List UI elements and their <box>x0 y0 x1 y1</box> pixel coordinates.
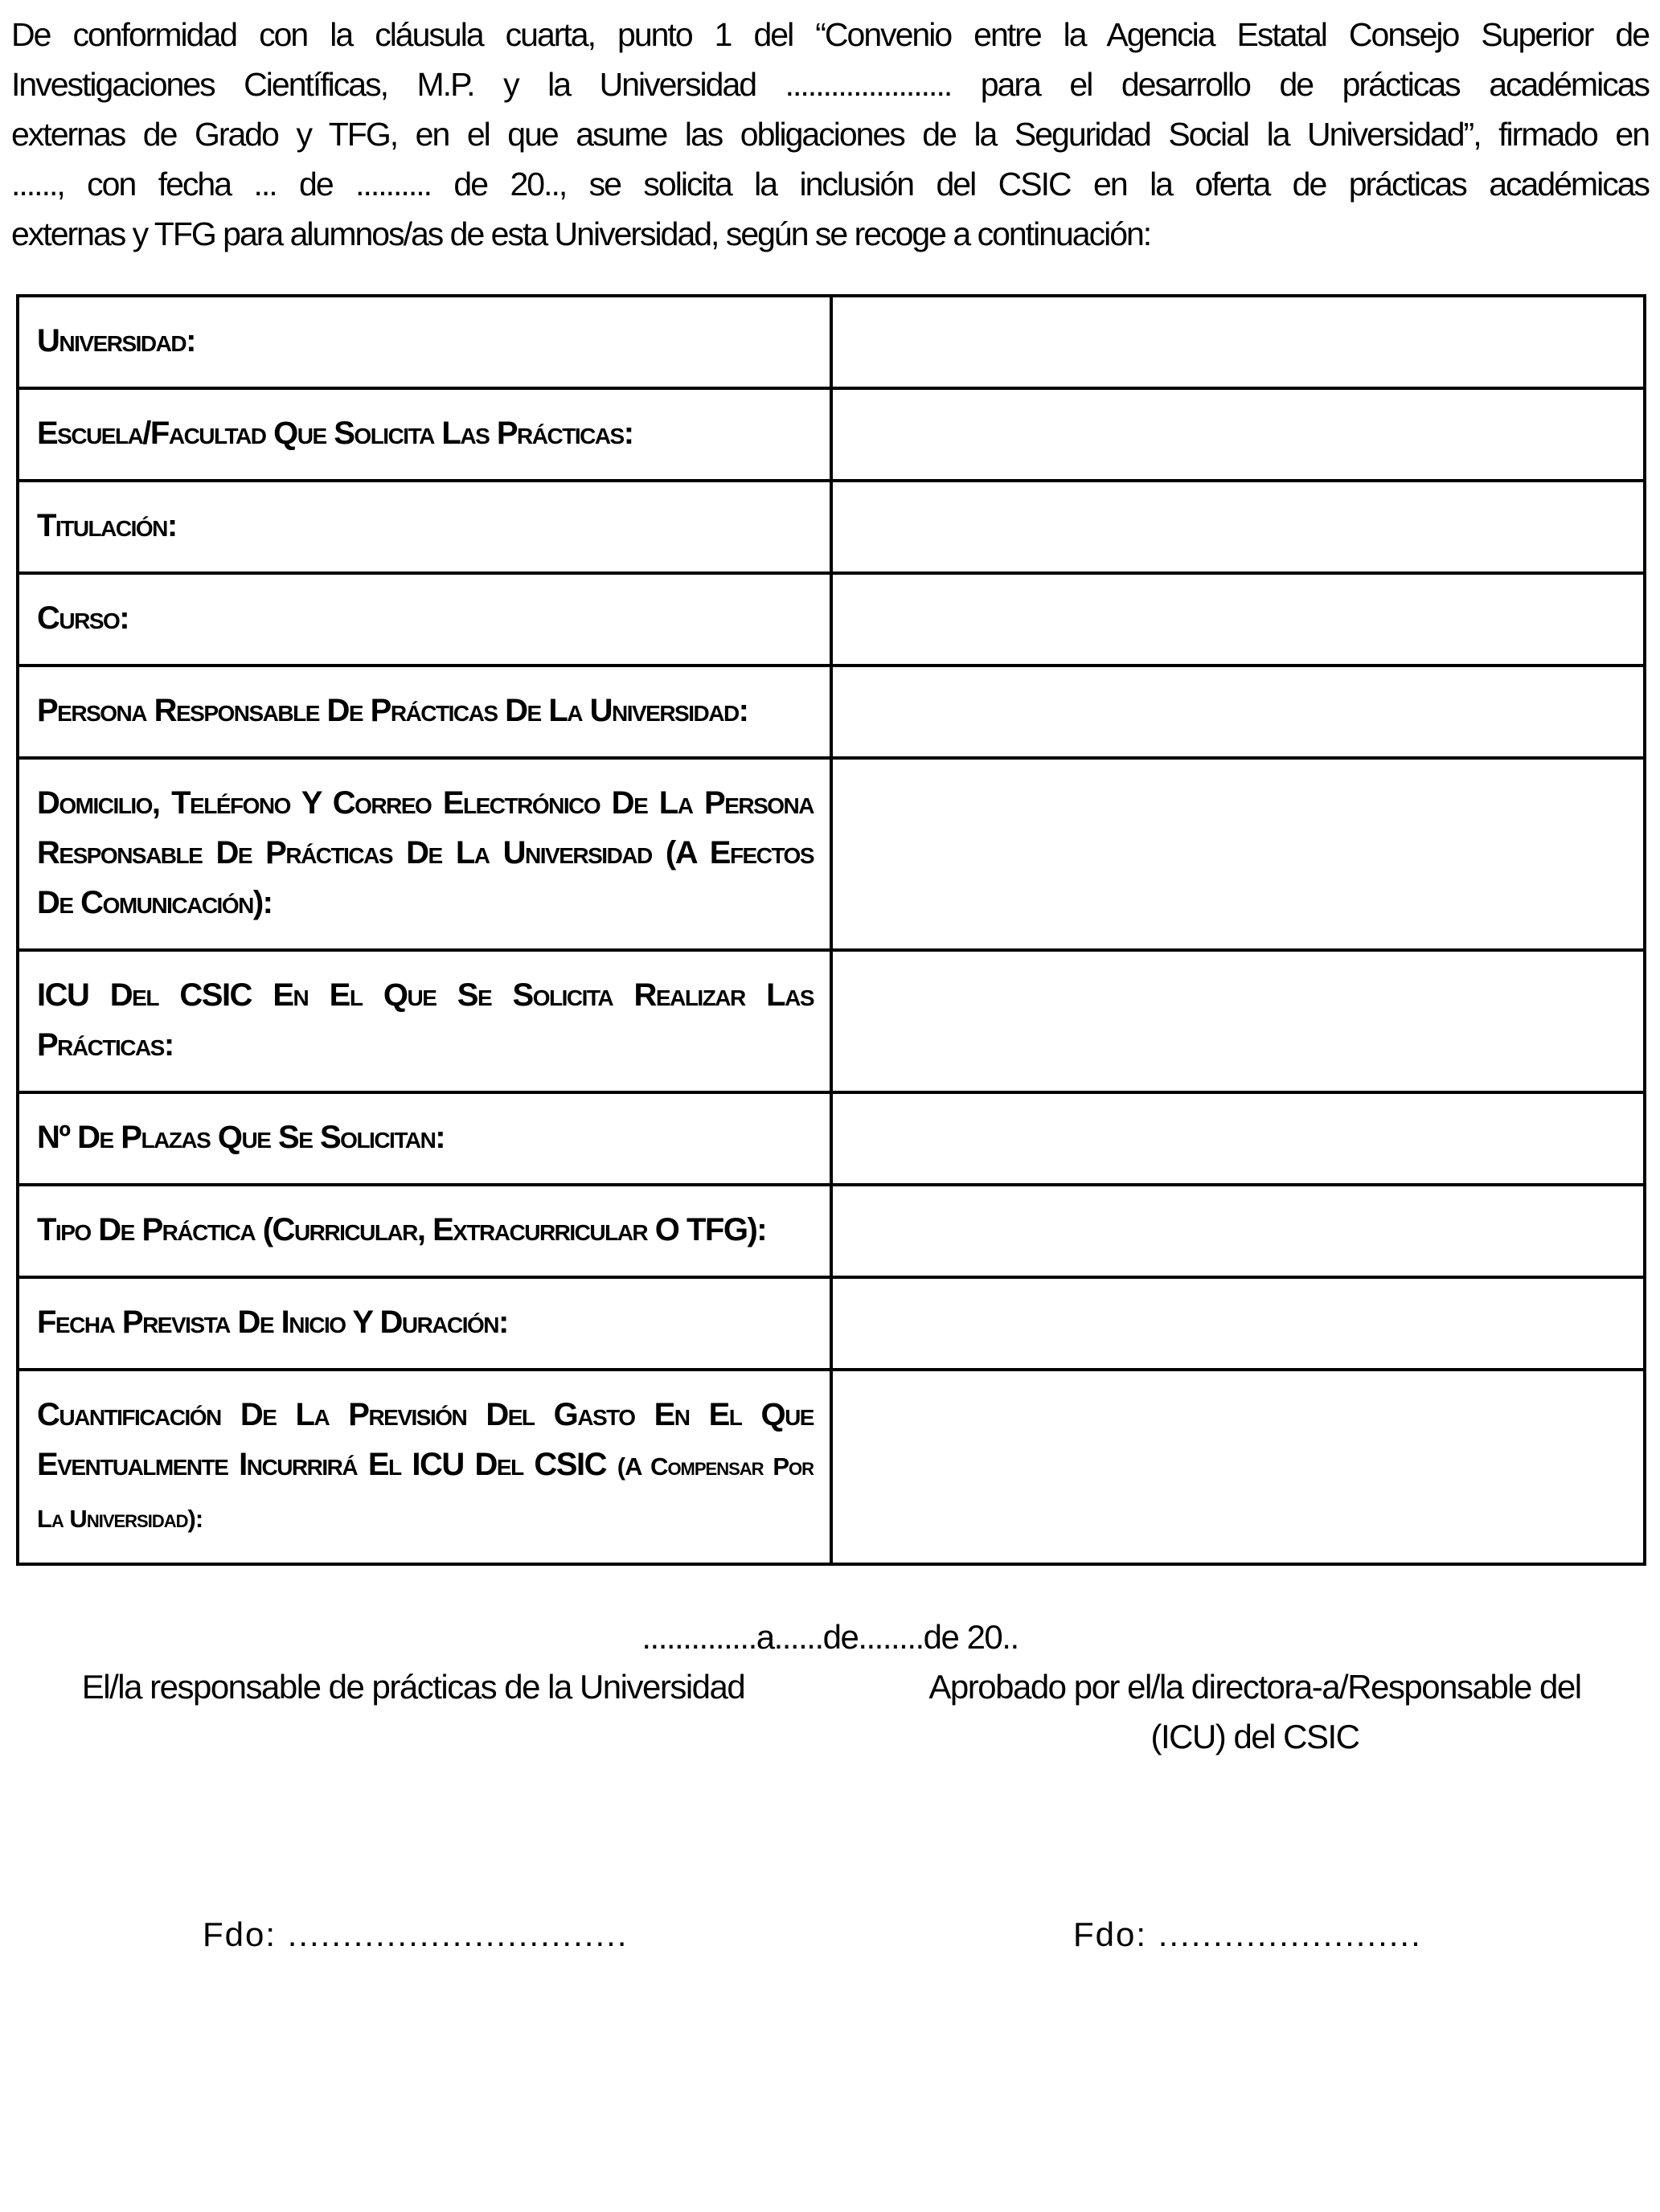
field-label: Domicilio, Teléfono Y Correo Electrónico De La Persona Responsable De Prácticas De La Universidad (A Efectos De Comunicación): <box>37 785 814 920</box>
field-label: ICU Del CSIC En El Que Se Solicita Realizar Las Prácticas: <box>37 977 814 1063</box>
field-value-cell[interactable] <box>831 1277 1645 1370</box>
right-signatory-label <box>893 1662 1617 1762</box>
request-table <box>16 294 1646 1566</box>
signature-right-fdo[interactable]: Fdo: ........................ <box>1073 1915 1422 1953</box>
intro-line: externas de Grado y TFG, en el que asume las obligaciones de la Seguridad Social la Universidad”, firmado en <box>11 116 1649 153</box>
table-row <box>18 950 1645 1092</box>
table-row <box>18 666 1645 758</box>
table-row <box>18 1277 1645 1370</box>
field-label-cell <box>18 950 831 1092</box>
table-row <box>18 296 1645 388</box>
signatories-row <box>11 1662 1649 1762</box>
field-label-cell <box>18 573 831 666</box>
table-row <box>18 388 1645 481</box>
field-value-cell[interactable] <box>831 950 1645 1092</box>
table-row <box>18 1185 1645 1277</box>
field-value-cell[interactable] <box>831 666 1645 758</box>
field-label-cell <box>18 1185 831 1277</box>
field-label-small: (A Compensar Por La Universidad): <box>37 1452 814 1533</box>
field-label: Escuela/Facultad Que Solicita Las Prácticas: <box>37 416 633 451</box>
right-signatory-line2: (ICU) del CSIC <box>1150 1718 1359 1755</box>
table-row <box>18 758 1645 950</box>
field-label: Persona Responsable De Prácticas De La Universidad: <box>37 693 748 728</box>
field-label-cell <box>18 1370 831 1564</box>
intro-paragraph <box>11 10 1649 259</box>
field-label-cell <box>18 758 831 950</box>
left-signatory-label: El/la responsable de prácticas de la Universidad <box>81 1668 745 1706</box>
request-table-body <box>18 296 1645 1564</box>
right-signatory-line1: Aprobado por el/la directora-a/Responsable del <box>928 1668 1581 1706</box>
field-label: Universidad: <box>37 323 195 358</box>
field-label-cell <box>18 388 831 481</box>
signature-left-fdo[interactable]: Fdo: ............................... <box>203 1915 629 1953</box>
closing-section <box>11 1612 1649 2095</box>
field-label-cell <box>18 1092 831 1185</box>
table-row <box>18 481 1645 573</box>
field-value-cell[interactable] <box>831 1185 1645 1277</box>
signature-lines-row <box>11 1910 1649 1960</box>
field-label-cell <box>18 296 831 388</box>
date-line: ..............a......de........de 20.. <box>641 1618 1019 1656</box>
field-label: Curso: <box>37 600 129 636</box>
intro-line: Investigaciones Científicas, M.P. y la Universidad ...................... para el desarrollo de prácticas académicas <box>11 66 1649 103</box>
field-value-cell[interactable] <box>831 758 1645 950</box>
intro-line: De conformidad con la cláusula cuarta, punto 1 del “Convenio entre la Agencia Estatal Consejo Superior de <box>11 16 1649 53</box>
field-label-cell <box>18 1277 831 1370</box>
field-value-cell[interactable] <box>831 1370 1645 1564</box>
table-row <box>18 1092 1645 1185</box>
field-label: Fecha Prevista De Inicio Y Duración: <box>37 1305 508 1340</box>
field-value-cell[interactable] <box>831 388 1645 481</box>
field-value-cell[interactable] <box>831 481 1645 573</box>
field-value-cell[interactable] <box>831 573 1645 666</box>
intro-line: ......, con fecha ... de .......... de 20.., se solicita la inclusión del CSIC en la oferta de prácticas académicas <box>11 166 1649 203</box>
field-label: Titulación: <box>37 508 177 543</box>
field-label: Tipo De Práctica (Curricular, Extracurricular O TFG): <box>37 1212 767 1247</box>
field-label: Nº De Plazas Que Se Solicitan: <box>37 1120 445 1155</box>
field-label: Cuantificación De La Previsión Del Gasto En El Que Eventualmente Incurrirá El ICU Del CSIC <box>37 1397 814 1482</box>
table-row <box>18 573 1645 666</box>
field-value-cell[interactable] <box>831 1092 1645 1185</box>
intro-line: externas y TFG para alumnos/as de esta Universidad, según se recoge a continuación: <box>11 215 1151 252</box>
field-label-cell <box>18 666 831 758</box>
table-row <box>18 1370 1645 1564</box>
field-label-cell <box>18 481 831 573</box>
field-value-cell[interactable] <box>831 296 1645 388</box>
